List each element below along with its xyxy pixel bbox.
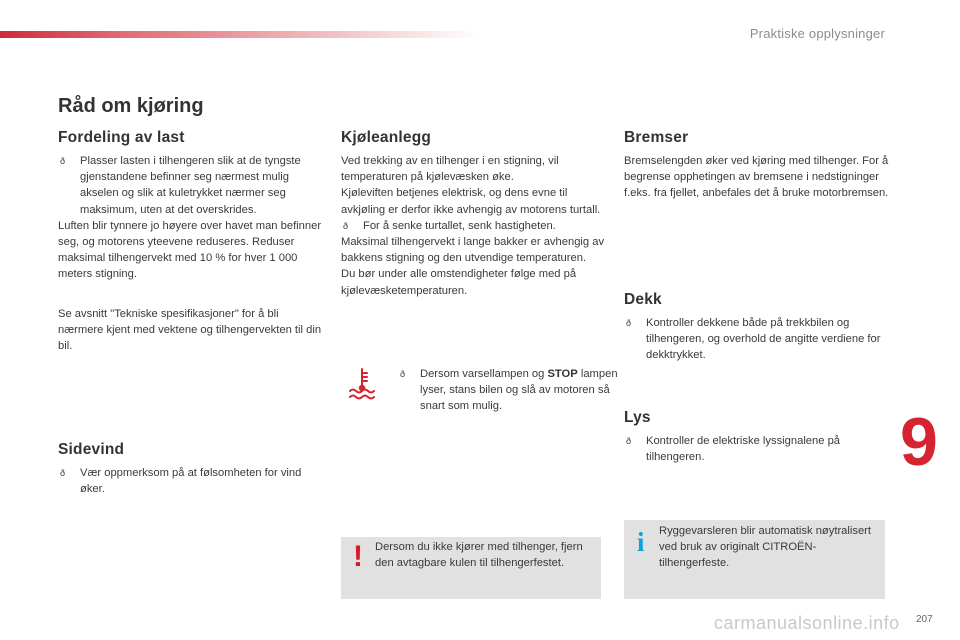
kjole-paragraph-1: Ved trekking av en tilhenger i en stigning, vil temperaturen på kjølevæsken øke.: [341, 155, 559, 184]
info-box: [624, 520, 885, 599]
section-heading-bremser: Bremser: [624, 129, 689, 146]
section-dekk: [624, 290, 889, 364]
kjole-paragraph-2: Kjøleviften betjenes elektrisk, og dens evne til avkjøling er derfor ikke avhengig av motorens turtall.: [341, 187, 601, 216]
fordeling-paragraph-1: Luften blir tynnere jo høyere over havet man befinner seg, og motorens yteevene reduseres. Reduser maksimal tilhengervekt med 10 % for hver 1 000 meters stigning.: [58, 219, 322, 281]
section-heading-fordeling: Fordeling av last: [58, 129, 185, 146]
dekk-bullet: ð Kontroller dekkene både på trekkbilen og tilhengeren, og overhold de angitte verdiene for dekktrykket.: [624, 315, 889, 364]
column-middle: [341, 128, 606, 299]
info-text: Ryggevarsleren blir automatisk nøytralisert ved bruk av originalt CITROËN-tilhengerfeste.: [659, 525, 872, 570]
warning-box: [341, 537, 601, 599]
kjole-paragraph-3: Maksimal tilhengervekt i lange bakker er avhengig av bakkens stigning og den utvendige temperaturen.: [341, 236, 605, 265]
page-title: Råd om kjøring: [58, 95, 204, 117]
section-lys: [624, 408, 889, 465]
sidevind-bullet: ð Vær oppmerksom på at følsomheten for vind øker.: [58, 465, 323, 497]
stop-text-post: lampen lyser, stans bilen og slå av motoren så snart som mulig.: [420, 368, 618, 413]
section-heading-dekk: Dekk: [624, 291, 662, 308]
section-sidevind: [58, 440, 323, 497]
fordeling-paragraph-2: Se avsnitt "Tekniske spesifikasjoner" for å bli nærmere kjent med vektene og tilhengervekten til din bil.: [58, 307, 322, 353]
chapter-title: Praktiske opplysninger: [749, 26, 885, 41]
kjole-paragraph-4: Du bør under alle omstendigheter følge med på kjølevæsketemperaturen.: [341, 268, 577, 297]
section-heading-lys: Lys: [624, 409, 651, 426]
info-icon: i: [637, 527, 645, 557]
column-left: [58, 128, 323, 354]
section-heading-kjoleanlegg: Kjøleanlegg: [341, 129, 432, 146]
watermark: carmanualsonline.info: [714, 613, 900, 633]
page-number: 207: [916, 614, 933, 625]
header-accent-bar: [0, 31, 480, 38]
bremser-paragraph: Bremselengden øker ved kjøring med tilhenger. For å begrense opphetingen av bremsene i nedstigninger f.eks. fra fjellet, anbefales det å bruke motorbremsen.: [624, 155, 889, 200]
kjole-bullet: ð For å senke turtallet, senk hastigheten.: [341, 218, 606, 234]
stop-text-bold: STOP: [547, 368, 578, 380]
coolant-temperature-icon: [346, 366, 378, 402]
chapter-number: 9: [900, 404, 938, 480]
column-right: [624, 128, 889, 202]
section-heading-sidevind: Sidevind: [58, 441, 125, 458]
warning-icon: !: [353, 540, 363, 573]
warning-text: Dersom du ikke kjører med tilhenger, fjern den avtagbare kulen til tilhengerfestet.: [375, 541, 583, 570]
lys-bullet: ð Kontroller de elektriske lyssignalene på tilhengeren.: [624, 433, 889, 465]
fordeling-bullet: ð Plasser lasten i tilhengeren slik at de tyngste gjenstandene befinner seg nærmest mulig akselen og slik at kuletrykket nærmer seg maksimum, uten at det overskrides.: [58, 153, 323, 218]
stop-text-pre: Dersom varsellampen og: [420, 368, 548, 380]
stop-warning-text: [398, 366, 625, 415]
